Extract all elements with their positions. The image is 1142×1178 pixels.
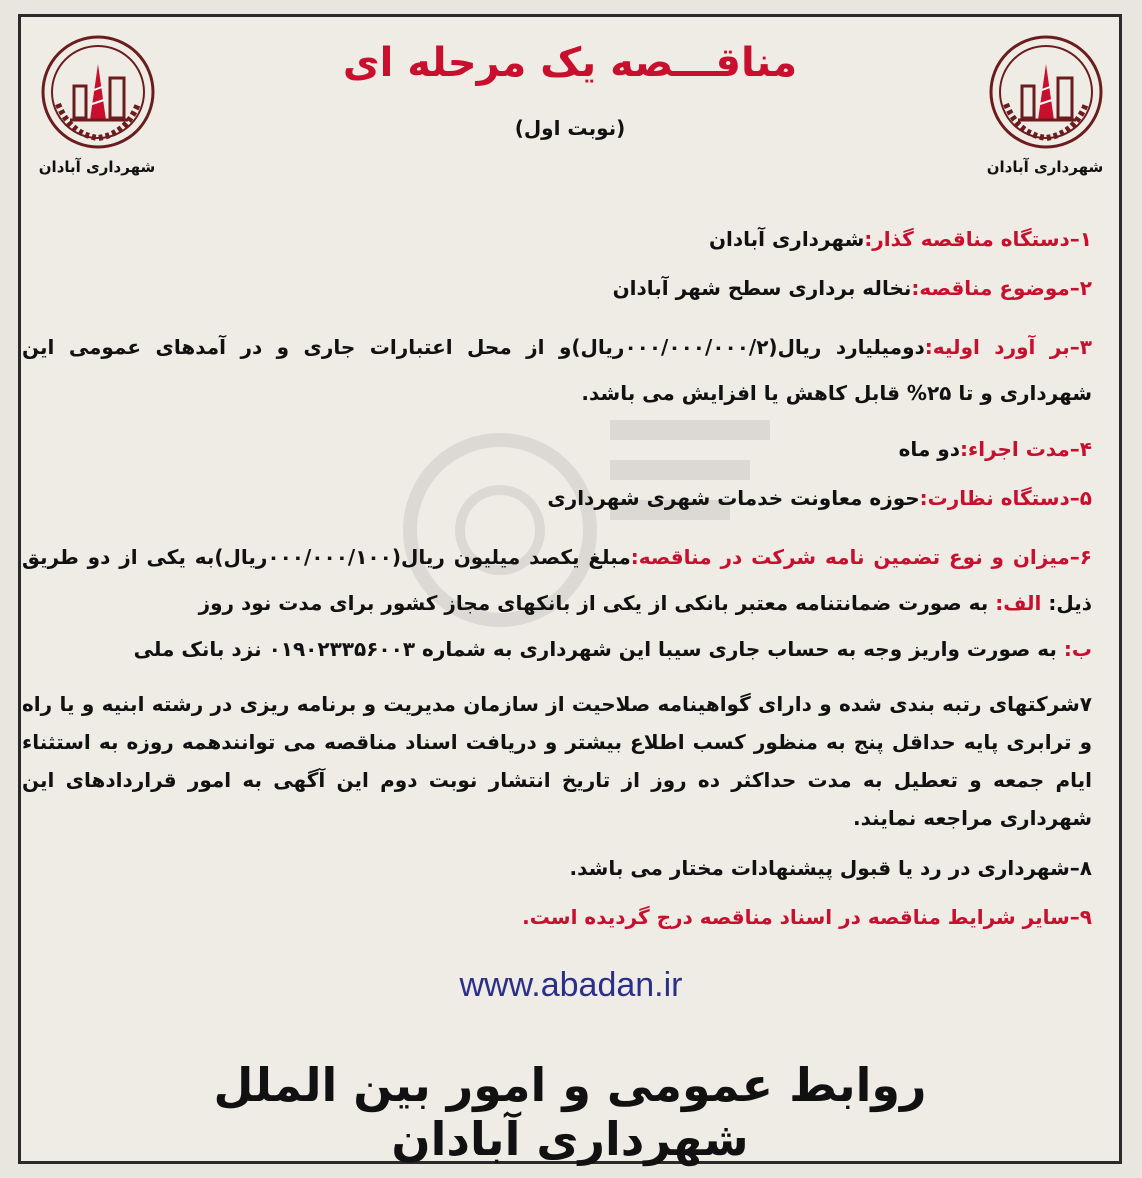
notice-title: مناقـــصه یک مرحله ای <box>342 40 798 86</box>
item-5-label: ۵–دستگاه نظارت: <box>919 486 1092 510</box>
item-6-text: مبلغ یکصد میلیون ریال(۰۰۰/۰۰۰/۱۰۰ریال)به یکی از دو طریق ذیل: <box>22 545 1092 615</box>
item-6 <box>22 534 1092 626</box>
notice-body <box>22 226 1092 953</box>
footer-signature: روابط عمومی و امور بین الملل شهرداری آبادان <box>213 1058 927 1166</box>
item-6b-text: به صورت واریز وجه به حساب جاری سیبا این شهرداری به شماره ۰۱۹۰۲۳۳۵۶۰۰۳ نزد بانک ملی <box>133 637 1057 661</box>
item-3-label: ۳–بر آورد اولیه: <box>924 335 1092 359</box>
item-1-label: ۱–دستگاه مناقصه گذار: <box>864 227 1092 251</box>
website-link[interactable]: www.abadan.ir <box>459 966 683 1004</box>
notice-subtitle: (نوبت اول) <box>514 116 626 140</box>
item-5-text: حوزه معاونت خدمات شهری شهرداری <box>547 486 920 510</box>
item-1 <box>22 226 1092 253</box>
item-2 <box>22 275 1092 302</box>
org-name-right: شهرداری آبادان <box>986 158 1104 176</box>
item-3-text: دومیلیارد ریال(۰۰۰/۰۰۰/۰۰۰/۲ریال)و از محل اعتبارات جاری و در آمدهای عمومی این شهرداری و تا ۲۵% قابل کاهش یا افزایش می باشد. <box>22 335 1092 405</box>
item-6b-label: ب: <box>1063 637 1092 661</box>
item-1-text: شهرداری آبادان <box>708 227 865 251</box>
item-2-label: ۲–موضوع مناقصه: <box>911 276 1092 300</box>
item-3 <box>22 324 1092 416</box>
item-9: ۹–سایر شرایط مناقصه در اسناد مناقصه درج گردیده است. <box>522 905 1092 929</box>
item-4-label: ۴–مدت اجراء: <box>959 437 1092 461</box>
item-2-text: نخاله برداری سطح شهر آبادان <box>612 276 912 300</box>
item-5 <box>22 485 1092 512</box>
org-name-left: شهرداری آبادان <box>38 158 156 176</box>
municipality-emblem-left <box>40 34 156 150</box>
item-6a-text: به صورت ضمانتنامه معتبر بانکی از یکی از بانکهای مجاز کشور برای مدت نود روز <box>198 591 989 615</box>
item-6a-label: الف: <box>995 591 1042 615</box>
item-4-text: دو ماه <box>898 437 960 461</box>
item-6b <box>22 636 1092 663</box>
item-6-label: ۶–میزان و نوع تضمین نامه شرکت در مناقصه: <box>630 545 1092 569</box>
item-7: ۷شرکتهای رتبه بندی شده و دارای گواهینامه صلاحیت از سازمان مدیریت و برنامه ریزی در رشته ابنیه و یا راه و ترابری پایه حداقل پنج به منظور کسب اطلاع بیشتر و دریافت اسناد مناقصه می توانندهمه روزه به استثناء ایام جمعه و تعطیل به مدت حداکثر ده روز از تاریخ انتشار نوبت دوم این آگهی به امور قراردادهای این شهرداری مراجعه نمایند. <box>22 692 1092 830</box>
municipality-emblem-right <box>988 34 1104 150</box>
item-4 <box>22 436 1092 463</box>
item-8: ۸–شهرداری در رد یا قبول پیشنهادات مختار می باشد. <box>569 856 1092 880</box>
